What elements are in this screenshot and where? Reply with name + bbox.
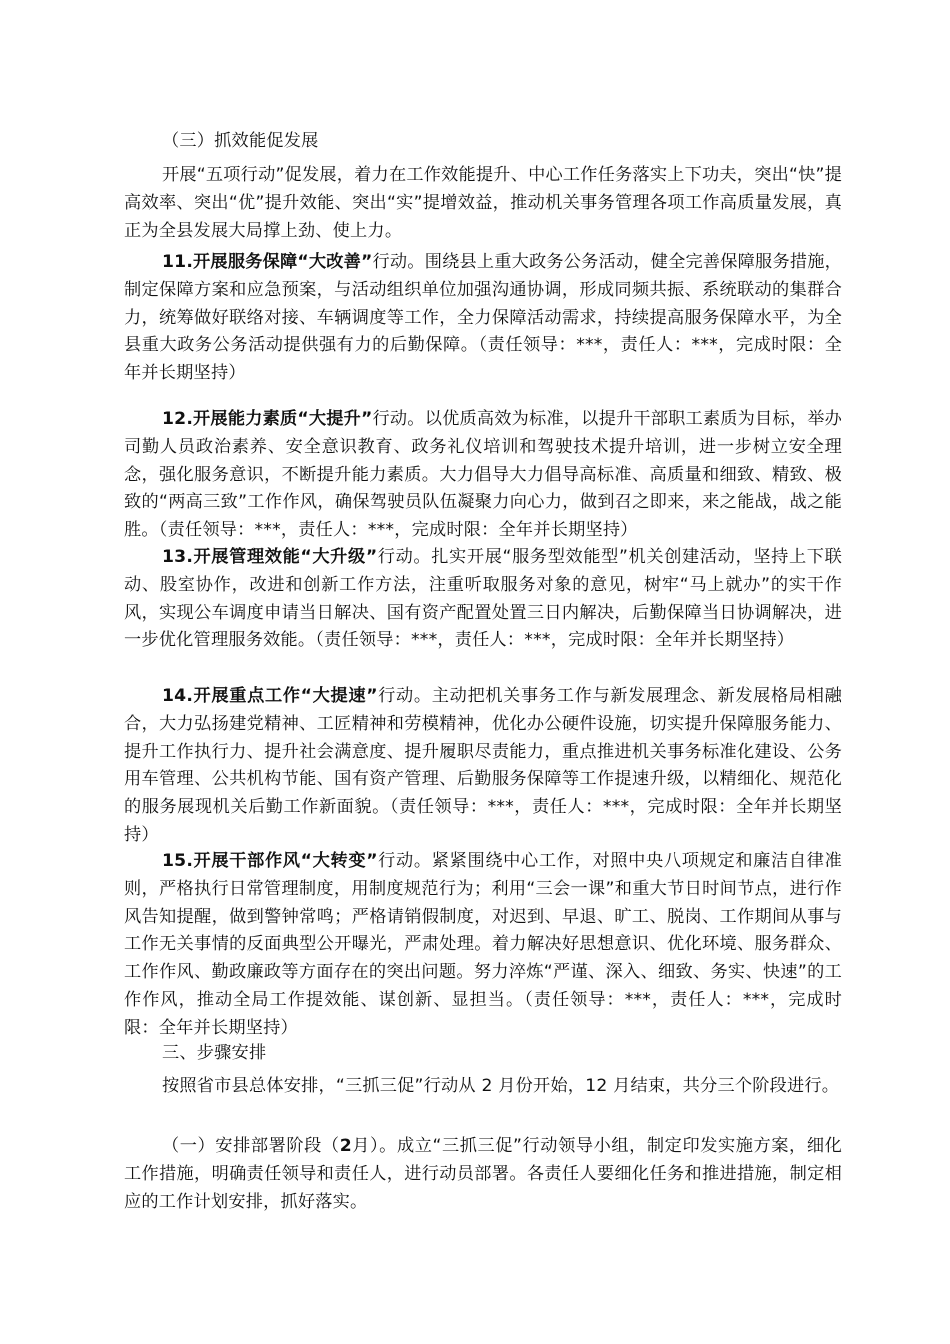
part3-heading: 三、步骤安排 bbox=[162, 1043, 267, 1063]
item-15-lead: 15.开展干部作风“大转变” bbox=[162, 851, 378, 871]
item-11-lead: 11.开展服务保障“大改善” bbox=[162, 252, 373, 272]
section-heading-3: （三）抓效能促发展 bbox=[162, 131, 319, 151]
item-12-lead: 12.开展能力素质“大提升” bbox=[162, 409, 373, 429]
item-15-body: 行动。紧紧围绕中心工作，对照中央八项规定和廉洁自律准则，严格执行日常管理制度，用制度规范行为；利用“三会一课”和重大节日时间节点，进行作风告知提醒，做到警钟常鸣；严格请销假制度，对迟到、早退、旷工、脱岗、工作期间从事与工作无关事情的反面典型公开曝光，严肃处理。着力解决好思想意识、优化环境、服务群众、工作作风、勤政廉政等方面存在的突出问题。努力淬炼“严谨、深入、细致、务实、快速”的工作作风，推动全局工作提效能、谋创新、显担当。（责任领导：***，责任人：***，完成时限：全年并长期坚持） bbox=[124, 851, 843, 1038]
phase1-tail: 月）。成立“三抓三促”行动领导小组，制定印发实施方案，细化工作措施，明确责任领导和责任人，进行动员部署。各责任人要细化任务和推进措施，制定相应的工作计划安排，抓好落实。 bbox=[124, 1136, 842, 1212]
item-15 bbox=[124, 848, 842, 1043]
phase1-lead: （一）安排部署阶段（ bbox=[162, 1136, 340, 1156]
item-14 bbox=[124, 683, 842, 850]
item-11-body: 行动。围绕县上重大政务公务活动，健全完善保障服务措施，制定保障方案和应急预案，与活动组织单位加强沟通协调，形成同频共振、系统联动的集群合力，统筹做好联络对接、车辆调度等工作，全力保障活动需求，持续提高服务保障水平，为全县重大政务公务活动提供强有力的后勤保障。（责任领导：***，责任人：***，完成时限：全年并长期坚持） bbox=[124, 252, 842, 384]
part3-intro: 按照省市县总体安排，“三抓三促”行动从 2 月份开始，12 月结束，共分三个阶段进行。 bbox=[162, 1076, 840, 1096]
phase1-paragraph bbox=[124, 1133, 842, 1216]
item-13-lead: 13.开展管理效能“大升级” bbox=[162, 547, 378, 567]
item-14-body: 行动。主动把机关事务工作与新发展理念、新发展格局相融合，大力弘扬建党精神、工匠精神和劳模精神，优化办公硬件设施，切实提升保障服务能力、提升工作执行力、提升社会满意度、提升履职尽责能力，重点推进机关事务标准化建设、公务用车管理、公共机构节能、国有资产管理、后勤服务保障等工作提速升级，以精细化、规范化的服务展现机关后勤工作新面貌。（责任领导：***，责任人：***，完成时限：全年并长期坚持） bbox=[124, 686, 843, 845]
item-13 bbox=[124, 544, 842, 655]
item-13-body: 行动。扎实开展“服务型效能型”机关创建活动，坚持上下联动、股室协作，改进和创新工作方法，注重听取服务对象的意见，树牢“马上就办”的实干作风，实现公车调度申请当日解决、国有资产配置处置三日内解决，后勤保障当日协调解决，进一步优化管理服务效能。（责任领导：***，责任人：***，完成时限：全年并长期坚持） bbox=[124, 547, 842, 651]
item-12-body: 行动。以优质高效为标准，以提升干部职工素质为目标，举办司勤人员政治素养、安全意识教育、政务礼仪培训和驾驶技术提升培训，进一步树立安全理念，强化服务意识，不断提升能力素质。大力倡导大力倡导高标准、高质量和细致、精致、极致的“两高三致”工作作风，确保驾驶员队伍凝聚力向心力，做到召之即来，来之能战，战之能胜。（责任领导：***，责任人：***，完成时限：全年并长期坚持） bbox=[124, 409, 842, 541]
item-12 bbox=[124, 406, 842, 545]
item-14-lead: 14.开展重点工作“大提速” bbox=[162, 686, 378, 706]
section-intro: 开展“五项行动”促发展，着力在工作效能提升、中心工作任务落实上下功夫，突出“快”提高效率、突出“优”提升效能、突出“实”提增效益，推动机关事务管理各项工作高质量发展，真正为全县发展大局撑上劲、使上力。 bbox=[124, 165, 842, 241]
item-11 bbox=[124, 249, 842, 388]
phase1-month: 2 bbox=[339, 1136, 352, 1156]
